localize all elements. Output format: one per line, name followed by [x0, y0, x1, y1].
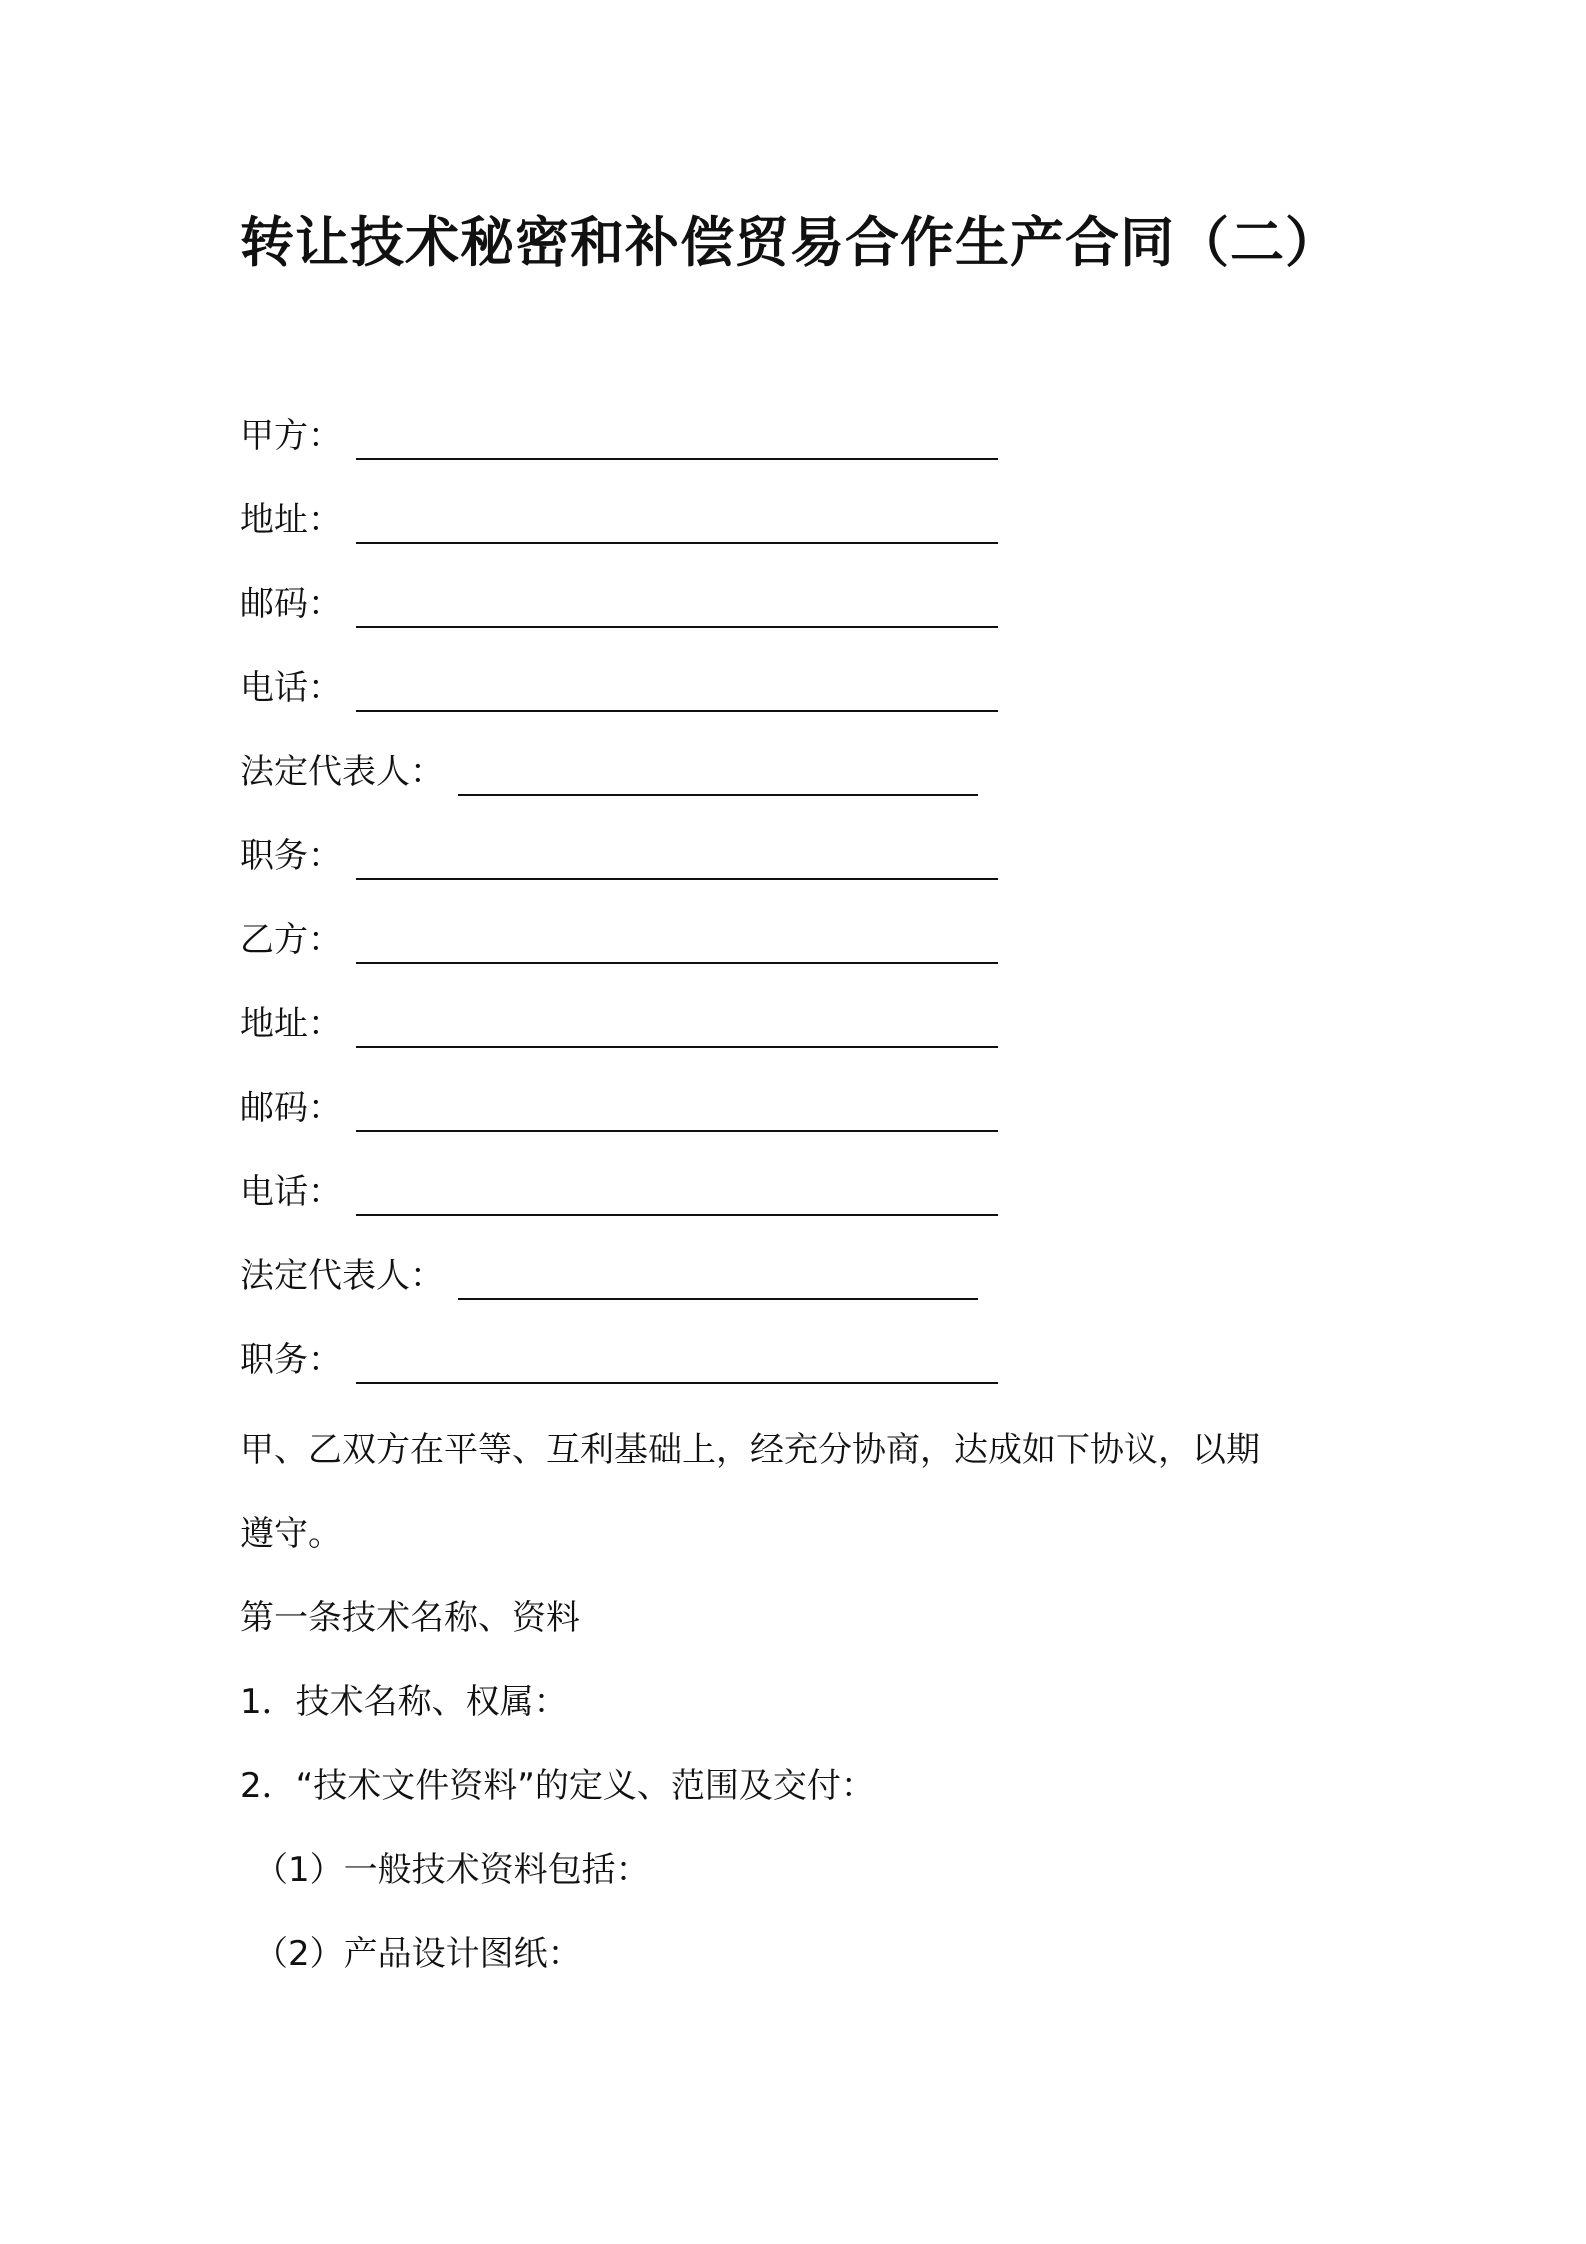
party-a-address-field: [240, 496, 998, 544]
party-a-name-blank[interactable]: [356, 422, 998, 460]
party-a-name-label: 甲方：: [240, 416, 342, 456]
preamble-line-1: 甲、乙双方在平等、互利基础上，经充分协商，达成如下协议，以期: [240, 1430, 1260, 1470]
party-b-address-field: [240, 1000, 998, 1048]
party-a-postcode-label: 邮码：: [240, 584, 342, 624]
article-1-heading: 第一条技术名称、资料: [240, 1598, 580, 1638]
article-1-item-2-sub-1: （1）一般技术资料包括：: [254, 1850, 650, 1890]
party-a-legal-rep-field: [240, 748, 978, 796]
party-b-name-label: 乙方：: [240, 920, 342, 960]
party-a-postcode-blank[interactable]: [356, 590, 998, 628]
article-1-item-2: 2．“技术文件资料”的定义、范围及交付：: [240, 1766, 875, 1806]
party-b-address-blank[interactable]: [356, 1010, 998, 1048]
party-a-position-label: 职务：: [240, 836, 342, 876]
party-b-phone-field: [240, 1168, 998, 1216]
party-b-address-label: 地址：: [240, 1004, 342, 1044]
preamble-line-2: 遵守。: [240, 1514, 342, 1554]
document-title: 转让技术秘密和补偿贸易合作生产合同（二）: [240, 211, 1340, 274]
party-b-legal-rep-blank[interactable]: [458, 1262, 978, 1300]
party-a-position-blank[interactable]: [356, 842, 998, 880]
party-a-name-field: [240, 412, 998, 460]
party-a-position-field: [240, 832, 998, 880]
party-b-phone-label: 电话：: [240, 1172, 342, 1212]
party-b-position-label: 职务：: [240, 1340, 342, 1380]
party-b-postcode-label: 邮码：: [240, 1088, 342, 1128]
party-b-postcode-field: [240, 1084, 998, 1132]
party-a-phone-blank[interactable]: [356, 674, 998, 712]
party-a-phone-label: 电话：: [240, 668, 342, 708]
party-b-position-blank[interactable]: [356, 1346, 998, 1384]
party-b-name-field: [240, 916, 998, 964]
party-b-legal-rep-label: 法定代表人：: [240, 1256, 444, 1296]
party-a-address-label: 地址：: [240, 500, 342, 540]
party-b-name-blank[interactable]: [356, 926, 998, 964]
party-a-address-blank[interactable]: [356, 506, 998, 544]
party-a-legal-rep-label: 法定代表人：: [240, 752, 444, 792]
party-a-phone-field: [240, 664, 998, 712]
party-b-phone-blank[interactable]: [356, 1178, 998, 1216]
party-b-postcode-blank[interactable]: [356, 1094, 998, 1132]
party-b-position-field: [240, 1336, 998, 1384]
article-1-item-2-sub-2: （2）产品设计图纸：: [254, 1934, 582, 1974]
party-a-legal-rep-blank[interactable]: [458, 758, 978, 796]
party-a-postcode-field: [240, 580, 998, 628]
article-1-item-1: 1．技术名称、权属：: [240, 1682, 568, 1722]
party-b-legal-rep-field: [240, 1252, 978, 1300]
